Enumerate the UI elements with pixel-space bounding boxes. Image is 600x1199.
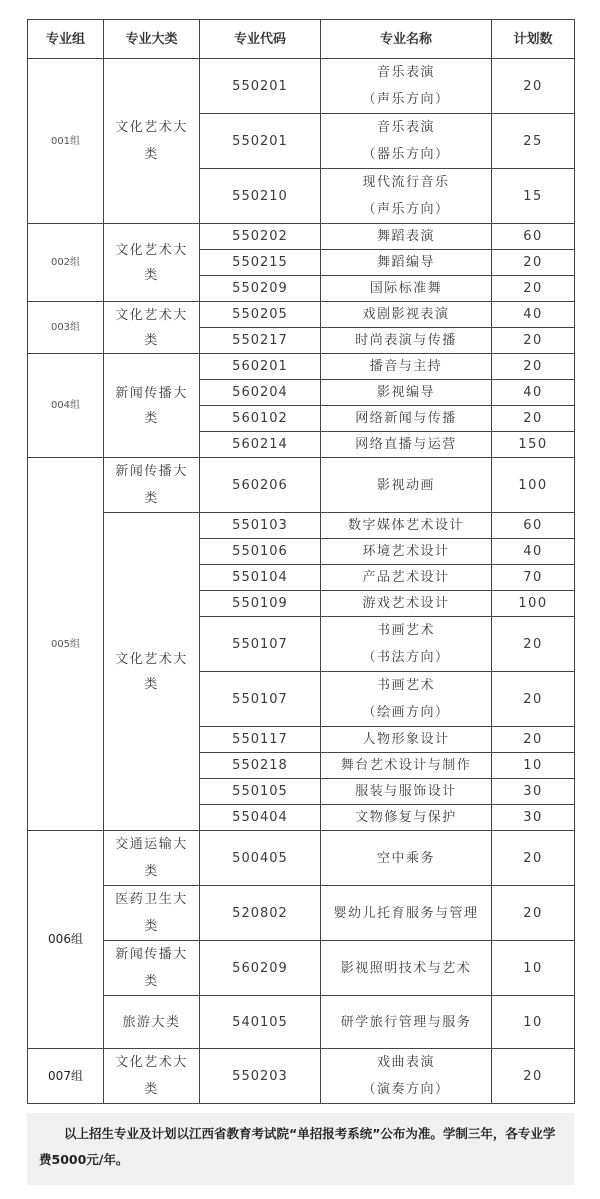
major-name-cell: [321, 591, 492, 617]
major-name: 文物修复与保护: [355, 810, 457, 825]
major-name: 服装与服饰设计: [355, 784, 457, 799]
major-name: 影视动画: [376, 477, 435, 493]
category-cell: 文化艺术大类: [104, 513, 200, 831]
plan-cell: 20: [492, 328, 575, 354]
major-name-cell: [321, 1049, 492, 1104]
plan-cell: 20: [492, 617, 575, 672]
code-cell: 550205: [200, 302, 321, 328]
header-group: 专业组: [28, 20, 104, 59]
major-name-cell: [321, 169, 492, 224]
code-cell: 550210: [200, 169, 321, 224]
code-cell: 550217: [200, 328, 321, 354]
code-cell: 550209: [200, 276, 321, 302]
category-cell: 旅游大类: [104, 996, 200, 1049]
major-name-cell: [321, 328, 492, 354]
major-name: 舞台艺术设计与制作: [340, 758, 472, 773]
enrollment-plan-table-wrapper: [27, 19, 574, 1104]
major-name: 戏曲表演: [376, 1055, 435, 1070]
table-row: [28, 941, 575, 996]
major-name: 音乐表演: [376, 120, 435, 135]
plan-cell: 20: [492, 672, 575, 727]
code-cell: 560204: [200, 380, 321, 406]
major-name: 空中乘务: [376, 850, 435, 866]
major-name-cell: [321, 59, 492, 114]
major-name-cell: [321, 224, 492, 250]
code-cell: 550203: [200, 1049, 321, 1104]
header-category: 专业大类: [104, 20, 200, 59]
code-cell: 550107: [200, 672, 321, 727]
code-cell: 550104: [200, 565, 321, 591]
plan-cell: 20: [492, 886, 575, 941]
plan-cell: 10: [492, 996, 575, 1049]
plan-cell: 20: [492, 276, 575, 302]
enrollment-plan-table: [27, 19, 575, 1104]
major-name-cell: [321, 672, 492, 727]
major-name: 环境艺术设计: [362, 544, 450, 559]
header-plan: 计划数: [492, 20, 575, 59]
major-name: 国际标准舞: [369, 281, 443, 296]
group-cell: 001组: [28, 59, 104, 224]
major-name-cell: [321, 432, 492, 458]
code-cell: 540105: [200, 996, 321, 1049]
category-cell: 文化艺术大类: [104, 59, 200, 224]
table-body: [28, 59, 575, 1104]
category-cell: 文化艺术大类: [104, 302, 200, 354]
table-row: [28, 1049, 575, 1104]
major-name-cell: [321, 114, 492, 169]
code-cell: 500405: [200, 831, 321, 886]
code-cell: 520802: [200, 886, 321, 941]
plan-cell: 15: [492, 169, 575, 224]
major-name: 婴幼儿托育服务与管理: [333, 905, 479, 921]
major-name-cell: [321, 565, 492, 591]
table-row: [28, 996, 575, 1049]
plan-cell: 100: [492, 458, 575, 513]
category-cell: 新闻传播大类: [104, 458, 200, 513]
header-code: 专业代码: [200, 20, 321, 59]
category-cell: 交通运输大类: [104, 831, 200, 886]
major-direction: （声乐方向）: [362, 92, 450, 107]
major-name-cell: [321, 779, 492, 805]
major-name-cell: [321, 380, 492, 406]
major-name-cell: [321, 406, 492, 432]
category-cell: 新闻传播大类: [104, 941, 200, 996]
code-cell: 560201: [200, 354, 321, 380]
plan-cell: 25: [492, 114, 575, 169]
major-name: 舞蹈编导: [376, 255, 435, 270]
group-cell: 003组: [28, 302, 104, 354]
plan-cell: 20: [492, 831, 575, 886]
table-row: [28, 59, 575, 114]
major-name-cell: [321, 805, 492, 831]
major-name: 人物形象设计: [362, 732, 450, 747]
plan-cell: 20: [492, 727, 575, 753]
plan-cell: 20: [492, 406, 575, 432]
plan-cell: 60: [492, 513, 575, 539]
table-row: [28, 458, 575, 513]
major-direction: （器乐方向）: [362, 147, 450, 162]
plan-cell: 40: [492, 380, 575, 406]
code-cell: 550103: [200, 513, 321, 539]
major-name: 播音与主持: [369, 359, 443, 374]
table-header-row: [28, 20, 575, 59]
code-cell: 550117: [200, 727, 321, 753]
major-name-cell: [321, 996, 492, 1049]
major-name: 影视照明技术与艺术: [340, 960, 472, 976]
major-name: 数字媒体艺术设计: [347, 518, 464, 533]
plan-cell: 20: [492, 59, 575, 114]
major-name-cell: [321, 886, 492, 941]
major-name-cell: [321, 302, 492, 328]
code-cell: 560206: [200, 458, 321, 513]
major-name: 游戏艺术设计: [362, 596, 450, 611]
major-name: 产品艺术设计: [362, 570, 450, 585]
major-name: 书画艺术: [376, 623, 435, 638]
major-name: 网络直播与运营: [355, 437, 457, 452]
plan-cell: 30: [492, 805, 575, 831]
table-row: [28, 513, 575, 539]
table-row: [28, 354, 575, 380]
code-cell: 550202: [200, 224, 321, 250]
table-row: [28, 224, 575, 250]
major-name-cell: [321, 458, 492, 513]
code-cell: 560214: [200, 432, 321, 458]
major-name-cell: [321, 617, 492, 672]
major-name-cell: [321, 727, 492, 753]
major-direction: （书法方向）: [362, 650, 450, 665]
major-name-cell: [321, 354, 492, 380]
major-name: 现代流行音乐: [362, 175, 450, 190]
category-cell: 医药卫生大类: [104, 886, 200, 941]
major-name-cell: [321, 276, 492, 302]
plan-cell: 100: [492, 591, 575, 617]
major-direction: （演奏方向）: [362, 1082, 450, 1097]
category-cell: 文化艺术大类: [104, 1049, 200, 1104]
major-direction: （绘画方向）: [362, 705, 450, 720]
plan-cell: 60: [492, 224, 575, 250]
table-row: [28, 886, 575, 941]
category-cell: 新闻传播大类: [104, 354, 200, 458]
plan-cell: 20: [492, 250, 575, 276]
code-cell: 550109: [200, 591, 321, 617]
plan-cell: 150: [492, 432, 575, 458]
code-cell: 550218: [200, 753, 321, 779]
category-cell: 文化艺术大类: [104, 224, 200, 302]
code-cell: 550215: [200, 250, 321, 276]
major-name: 音乐表演: [376, 65, 435, 80]
major-name: 时尚表演与传播: [355, 333, 457, 348]
major-name-cell: [321, 250, 492, 276]
major-name-cell: [321, 513, 492, 539]
group-cell: 007组: [28, 1049, 104, 1104]
code-cell: 550107: [200, 617, 321, 672]
footnote: 以上招生专业及计划以江西省教育考试院“单招报考系统”公布为准。学制三年，各专业学费5000元/年。: [27, 1113, 574, 1185]
plan-cell: 70: [492, 565, 575, 591]
major-name-cell: [321, 539, 492, 565]
major-name: 舞蹈表演: [376, 229, 435, 244]
code-cell: 550106: [200, 539, 321, 565]
major-name: 书画艺术: [376, 678, 435, 693]
code-cell: 550105: [200, 779, 321, 805]
header-name: 专业名称: [321, 20, 492, 59]
code-cell: 560102: [200, 406, 321, 432]
major-name: 网络新闻与传播: [355, 411, 457, 426]
code-cell: 560209: [200, 941, 321, 996]
plan-cell: 10: [492, 753, 575, 779]
table-row: [28, 831, 575, 886]
plan-cell: 30: [492, 779, 575, 805]
major-name: 戏剧影视表演: [362, 307, 450, 322]
plan-cell: 40: [492, 539, 575, 565]
major-name-cell: [321, 941, 492, 996]
group-cell: 006组: [28, 831, 104, 1049]
table-row: [28, 302, 575, 328]
plan-cell: 20: [492, 354, 575, 380]
plan-cell: 20: [492, 1049, 575, 1104]
code-cell: 550404: [200, 805, 321, 831]
major-name: 研学旅行管理与服务: [340, 1014, 472, 1030]
major-direction: （声乐方向）: [362, 202, 450, 217]
group-cell: 002组: [28, 224, 104, 302]
plan-cell: 10: [492, 941, 575, 996]
code-cell: 550201: [200, 59, 321, 114]
group-cell: 004组: [28, 354, 104, 458]
major-name-cell: [321, 831, 492, 886]
major-name-cell: [321, 753, 492, 779]
plan-cell: 40: [492, 302, 575, 328]
code-cell: 550201: [200, 114, 321, 169]
major-name: 影视编导: [376, 385, 435, 400]
group-cell: 005组: [28, 458, 104, 831]
